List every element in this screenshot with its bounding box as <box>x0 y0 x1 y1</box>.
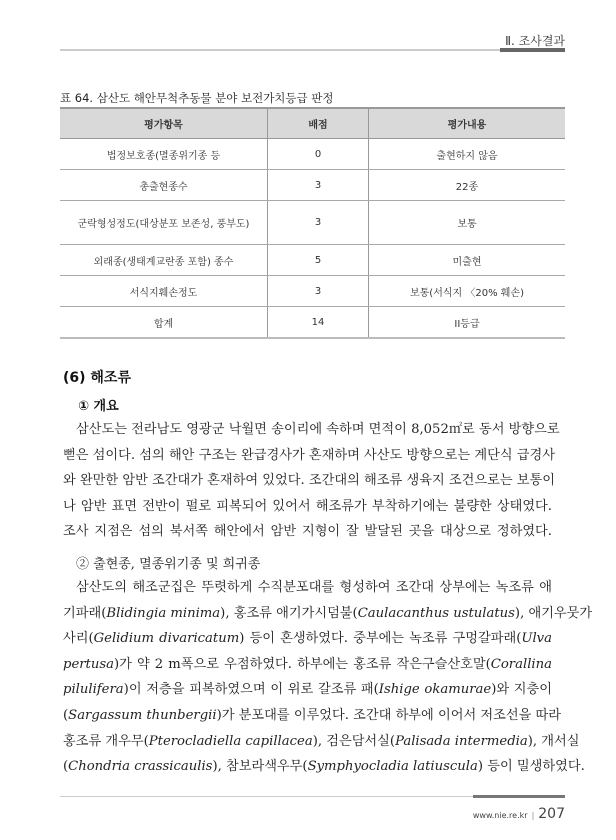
text-segment: )가 분포대를 이루었다. 조간대 하부에 이어서 저조선을 따라 <box>216 707 562 723</box>
table-row <box>60 307 565 339</box>
subsection-heading: ① 개요 <box>78 399 119 414</box>
text-segment: 조사 지점은 섬의 북서쪽 해안에서 암반 지형이 잘 발달된 곳을 대상으로 정하였다. <box>63 524 552 540</box>
scientific-name: Ulva <box>521 631 552 647</box>
content-cell: 보통(서식지 〈20% 훼손) <box>369 276 566 307</box>
item-cell: 법정보호종(멸종위기종 등 <box>60 139 268 170</box>
text-segment: 사리( <box>63 631 94 647</box>
scientific-name: Gelidium divaricatum <box>93 631 240 647</box>
text-segment: ), 개서실 <box>527 733 580 749</box>
scientific-name: pertusa <box>63 656 114 672</box>
evaluation-table <box>60 107 565 339</box>
score-cell: 3 <box>268 276 369 307</box>
content-cell: 보통 <box>369 201 566 245</box>
species-paragraph <box>63 575 593 780</box>
content-cell: 출현하지 않음 <box>369 139 566 170</box>
text-line <box>63 652 552 678</box>
scientific-name: Corallina <box>490 656 552 672</box>
text-line <box>63 601 593 627</box>
score-cell: 3 <box>268 170 369 201</box>
section-heading: (6) 해조류 <box>63 370 131 386</box>
text-segment: )가 약 2 m폭으로 우점하였다. 하부에는 홍조류 작은구슬산호말( <box>113 656 491 672</box>
text-line <box>63 417 560 443</box>
scientific-name: Blidingia minima <box>106 605 221 621</box>
content-cell: 미출현 <box>369 245 566 276</box>
table-caption: 표 64. 삼산도 해안무척추동물 분야 보전가치등급 판정 <box>60 91 334 105</box>
text-segment: 나 암반 표면 전반이 펄로 피복되어 있어서 해조류가 부착하기에는 불량한 상태였다. <box>63 498 552 514</box>
content-cell: II등급 <box>369 307 566 339</box>
table-row <box>60 245 565 276</box>
text-segment: ), 참보라색우무( <box>212 759 308 775</box>
scientific-name: Chondria crassicaulis <box>68 759 213 775</box>
text-segment: 홍조류 개우무( <box>63 733 149 749</box>
text-segment: ( <box>63 707 69 723</box>
text-segment: ), 홍조류 애기가시덤불( <box>220 605 358 621</box>
scientific-name: Symphyocladia latiuscula <box>307 759 478 775</box>
score-cell: 14 <box>268 307 369 339</box>
text-segment: 기파래( <box>63 605 107 621</box>
column-header: 배점 <box>268 108 369 139</box>
item-cell: 서식지훼손정도 <box>60 276 268 307</box>
text-line <box>63 677 552 703</box>
scientific-name: Palisada intermedia <box>395 733 528 749</box>
text-line <box>63 519 552 545</box>
table-row <box>60 170 565 201</box>
text-segment: ) 등이 밀생하였다. <box>477 759 585 775</box>
scientific-name: Sargassum thunbergii <box>68 707 217 723</box>
text-line <box>63 443 555 469</box>
footer-separator: | <box>531 811 535 820</box>
item-cell: 합계 <box>60 307 268 339</box>
header-accent-bar <box>500 48 565 52</box>
subsection-heading: ② 출현종, 멸종위기종 및 희귀종 <box>76 557 261 572</box>
table-row <box>60 276 565 307</box>
footer <box>473 803 565 822</box>
text-segment: )와 지충이 <box>491 682 552 698</box>
content-cell: 22종 <box>369 170 566 201</box>
page-number: 207 <box>538 806 565 822</box>
text-segment: ), 검은담서실( <box>312 733 396 749</box>
footer-url: www.nie.re.kr <box>472 811 528 820</box>
chapter-title: Ⅱ. 조사결과 <box>505 34 565 48</box>
text-segment: 와 완만한 암반 조간대가 혼재하여 있었다. 조간대의 해조류 생육지 조건으로는 보통이 <box>63 473 555 489</box>
text-segment: 뻗은 섬이다. 섬의 해안 구조는 완급경사가 혼재하며 사산도 방향으로는 계단식 급경사 <box>63 447 555 463</box>
text-line <box>63 729 580 755</box>
item-cell: 총출현종수 <box>60 170 268 201</box>
scientific-name: Pterocladiella capillacea <box>148 733 313 749</box>
column-header: 평가항목 <box>60 108 268 139</box>
table-row <box>60 139 565 170</box>
text-line <box>63 468 555 494</box>
item-cell: 군락형성정도(대상분포 보존성, 풍부도) <box>60 201 268 245</box>
table-row <box>60 201 565 245</box>
footer-accent-bar <box>473 795 565 798</box>
text-line <box>63 494 552 520</box>
score-cell: 3 <box>268 201 369 245</box>
text-segment: 삼산도는 전라남도 영광군 낙월면 송이리에 속하며 면적이 8,052㎡로 동서 방향으로 <box>76 422 560 437</box>
score-cell: 0 <box>268 139 369 170</box>
text-line <box>63 754 585 780</box>
text-segment: ) 등이 혼생하였다. 중부에는 녹조류 구멍갈파래( <box>239 631 522 647</box>
column-header: 평가내용 <box>369 108 566 139</box>
header-divider <box>60 49 565 51</box>
text-segment: 삼산도의 해조군집은 뚜렷하게 수직분포대를 형성하여 조간대 상부에는 녹조류 애 <box>76 580 552 595</box>
item-cell: 외래종(생태계교란종 포함) 종수 <box>60 245 268 276</box>
overview-paragraph <box>63 417 560 545</box>
text-segment: )이 저층을 피복하였으며 이 위로 갈조류 패( <box>123 682 379 698</box>
text-segment: ( <box>63 759 69 775</box>
scientific-name: Ishige okamurae <box>378 682 492 698</box>
text-line <box>63 703 562 729</box>
table-header-row <box>60 108 565 139</box>
score-cell: 5 <box>268 245 369 276</box>
text-line <box>63 626 552 652</box>
text-line <box>63 575 552 601</box>
text-segment: ), 애기우뭇가 <box>514 605 593 621</box>
scientific-name: Caulacanthus ustulatus <box>357 605 515 621</box>
scientific-name: pilulifera <box>63 682 124 698</box>
